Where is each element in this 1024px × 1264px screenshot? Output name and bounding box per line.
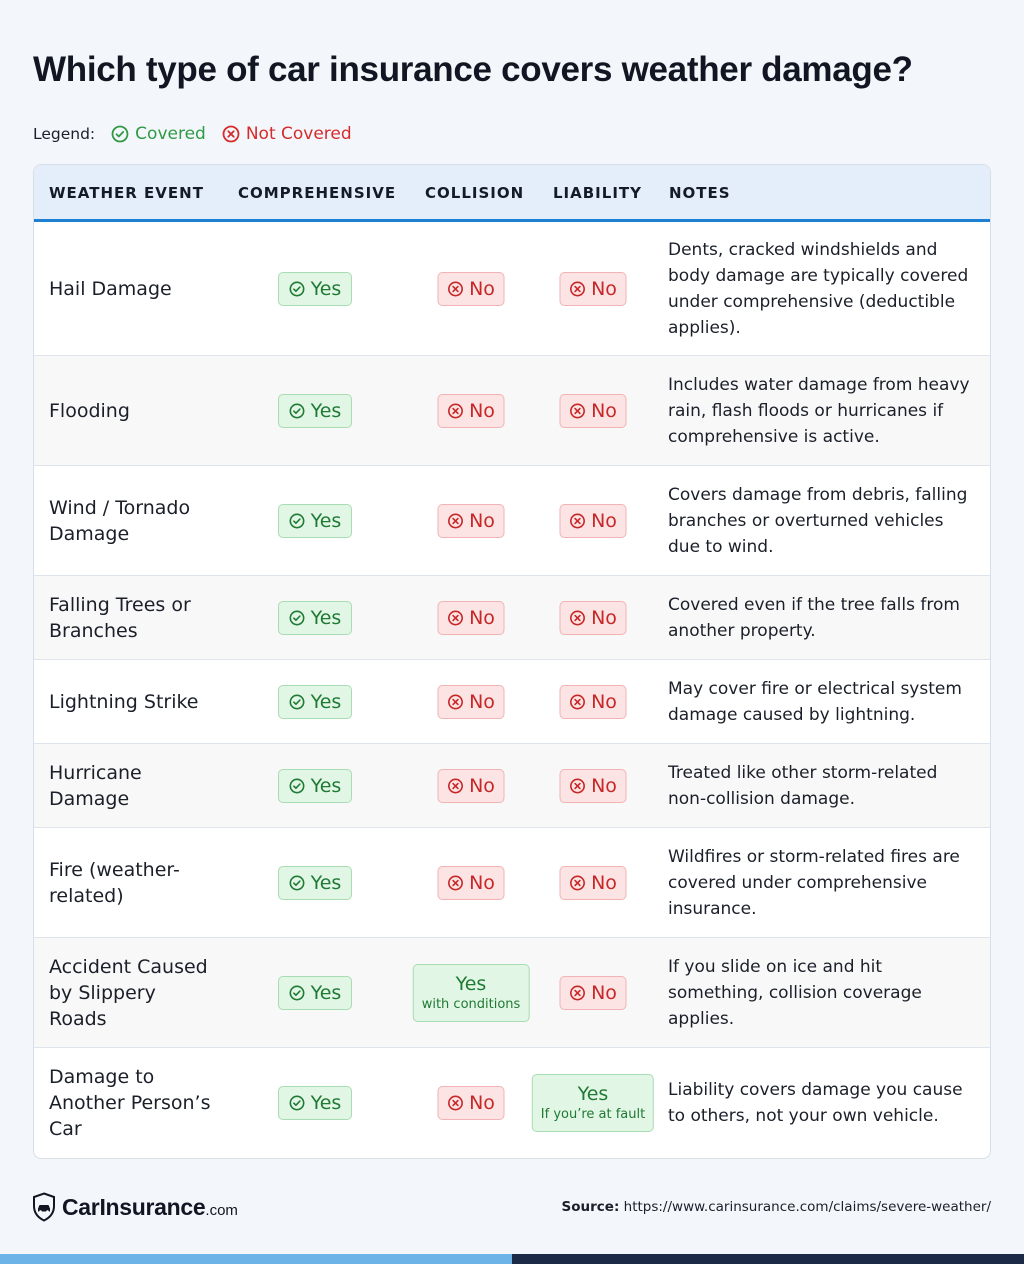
source-url[interactable]: https://www.carinsurance.com/claims/severe-weather/ — [623, 1199, 991, 1215]
collision-no-badge — [438, 394, 505, 428]
notes-cell: Covered even if the tree falls from another property. — [668, 594, 960, 641]
table-row — [34, 938, 990, 1048]
liability-no-badge — [560, 601, 627, 635]
source-label: Source: — [561, 1199, 620, 1215]
comprehensive-yes-badge — [278, 1086, 352, 1120]
badge-label: No — [469, 277, 495, 300]
collision-no-badge — [438, 685, 505, 719]
table-row — [34, 660, 990, 744]
comprehensive-yes-badge — [278, 685, 352, 719]
check-circle-icon — [289, 403, 305, 419]
legend-not-covered-label: Not Covered — [245, 124, 352, 144]
x-circle-icon — [447, 610, 463, 626]
x-circle-icon — [569, 985, 585, 1001]
liability-conditional-badge — [532, 1074, 654, 1132]
table-header — [34, 165, 990, 222]
table-row — [34, 222, 990, 356]
badge-label: Yes — [577, 1083, 609, 1105]
weather-event-cell: Damage to Another Person’s Car — [49, 1065, 211, 1140]
x-circle-icon — [569, 513, 585, 529]
header-weather-event: WEATHER EVENT — [49, 184, 204, 202]
x-circle-icon — [447, 875, 463, 891]
comprehensive-yes-badge — [278, 601, 352, 635]
x-circle-icon — [447, 778, 463, 794]
footer-bar-left — [0, 1254, 512, 1264]
badge-condition: with conditions — [421, 997, 521, 1012]
badge-label: Yes — [310, 606, 342, 629]
carinsurance-logo — [32, 1192, 238, 1222]
comprehensive-yes-badge — [278, 272, 352, 306]
collision-no-badge — [438, 769, 505, 803]
liability-no-badge — [560, 504, 627, 538]
badge-label: No — [469, 509, 495, 532]
shield-car-icon — [32, 1192, 56, 1222]
liability-no-badge — [560, 866, 627, 900]
legend-label: Legend: — [33, 125, 96, 143]
legend-covered — [111, 124, 206, 144]
check-circle-icon — [289, 694, 305, 710]
header-liability: LIABILITY — [553, 184, 642, 202]
comprehensive-yes-badge — [278, 394, 352, 428]
notes-cell: Treated like other storm-related non-collision damage. — [668, 762, 938, 809]
weather-event-cell: Wind / Tornado Damage — [49, 496, 191, 545]
badge-label: No — [591, 399, 617, 422]
badge-label: Yes — [310, 981, 342, 1004]
badge-label: No — [469, 399, 495, 422]
check-circle-icon — [289, 610, 305, 626]
badge-label: No — [469, 606, 495, 629]
notes-cell: Covers damage from debris, falling branches or overturned vehicles due to wind. — [668, 484, 968, 557]
check-circle-icon — [289, 513, 305, 529]
weather-event-cell: Fire (weather-related) — [49, 858, 180, 907]
notes-cell: Liability covers damage you cause to others, not your own vehicle. — [668, 1079, 963, 1126]
x-circle-icon — [569, 778, 585, 794]
liability-no-badge — [560, 272, 627, 306]
badge-label: No — [591, 606, 617, 629]
notes-cell: If you slide on ice and hit something, collision coverage applies. — [668, 956, 922, 1029]
badge-label: Yes — [455, 973, 487, 995]
badge-label: No — [591, 981, 617, 1004]
footer-bar-right — [512, 1254, 1024, 1264]
table-body — [34, 222, 990, 1157]
comprehensive-yes-badge — [278, 976, 352, 1010]
notes-cell: May cover fire or electrical system damage caused by lightning. — [668, 678, 962, 725]
badge-label: Yes — [310, 690, 342, 713]
check-circle-icon — [289, 1095, 305, 1111]
notes-cell: Dents, cracked windshields and body damage are typically covered under comprehensive (deductible applies). — [668, 239, 969, 338]
x-circle-icon — [447, 694, 463, 710]
table-row — [34, 744, 990, 828]
collision-no-badge — [438, 1086, 505, 1120]
badge-label: Yes — [310, 509, 342, 532]
badge-label: No — [591, 277, 617, 300]
table-row — [34, 576, 990, 660]
badge-label: No — [591, 871, 617, 894]
badge-label: No — [469, 690, 495, 713]
x-circle-icon — [569, 610, 585, 626]
table-row — [34, 466, 990, 576]
x-circle-icon — [569, 281, 585, 297]
badge-label: No — [469, 1091, 495, 1114]
weather-event-cell: Lightning Strike — [49, 690, 199, 713]
header-collision: COLLISION — [425, 184, 525, 202]
comprehensive-yes-badge — [278, 866, 352, 900]
comprehensive-yes-badge — [278, 504, 352, 538]
badge-label: No — [469, 774, 495, 797]
badge-label: No — [591, 690, 617, 713]
x-circle-icon — [222, 125, 240, 143]
notes-cell: Wildfires or storm-related fires are covered under comprehensive insurance. — [668, 846, 960, 919]
header-comprehensive: COMPREHENSIVE — [238, 184, 397, 202]
badge-condition: If you’re at fault — [540, 1107, 646, 1122]
collision-no-badge — [438, 601, 505, 635]
notes-cell: Includes water damage from heavy rain, flash floods or hurricanes if comprehensive is active. — [668, 374, 970, 447]
liability-no-badge — [560, 976, 627, 1010]
weather-event-cell: Flooding — [49, 399, 130, 422]
source-citation — [562, 1199, 991, 1215]
x-circle-icon — [447, 281, 463, 297]
collision-no-badge — [438, 866, 505, 900]
header-notes: NOTES — [669, 184, 731, 202]
x-circle-icon — [447, 1095, 463, 1111]
badge-label: Yes — [310, 774, 342, 797]
weather-event-cell: Hail Damage — [49, 277, 172, 300]
check-circle-icon — [289, 281, 305, 297]
table-row — [34, 1048, 990, 1157]
x-circle-icon — [447, 403, 463, 419]
badge-label: No — [591, 774, 617, 797]
table-row — [34, 828, 990, 938]
badge-label: Yes — [310, 277, 342, 300]
badge-label: Yes — [310, 871, 342, 894]
comprehensive-yes-badge — [278, 769, 352, 803]
coverage-table — [33, 164, 991, 1159]
check-circle-icon — [289, 778, 305, 794]
check-circle-icon — [289, 875, 305, 891]
badge-label: Yes — [310, 1091, 342, 1114]
page-title: Which type of car insurance covers weather damage? — [33, 50, 913, 89]
weather-event-cell: Accident Caused by Slippery Roads — [49, 955, 208, 1030]
liability-no-badge — [560, 394, 627, 428]
x-circle-icon — [447, 513, 463, 529]
table-row — [34, 356, 990, 466]
legend-covered-label: Covered — [135, 124, 206, 144]
collision-no-badge — [438, 272, 505, 306]
collision-no-badge — [438, 504, 505, 538]
x-circle-icon — [569, 403, 585, 419]
x-circle-icon — [569, 875, 585, 891]
liability-no-badge — [560, 685, 627, 719]
legend — [33, 124, 368, 144]
weather-event-cell: Hurricane Damage — [49, 761, 142, 810]
badge-label: Yes — [310, 399, 342, 422]
collision-conditional-badge — [413, 964, 530, 1022]
liability-no-badge — [560, 769, 627, 803]
x-circle-icon — [569, 694, 585, 710]
brand-name: CarInsurance — [62, 1193, 206, 1220]
check-circle-icon — [111, 125, 129, 143]
legend-not-covered — [222, 124, 352, 144]
check-circle-icon — [289, 985, 305, 1001]
badge-label: No — [591, 509, 617, 532]
weather-event-cell: Falling Trees or Branches — [49, 593, 191, 642]
badge-label: No — [469, 871, 495, 894]
brand-domain: .com — [205, 1201, 238, 1219]
